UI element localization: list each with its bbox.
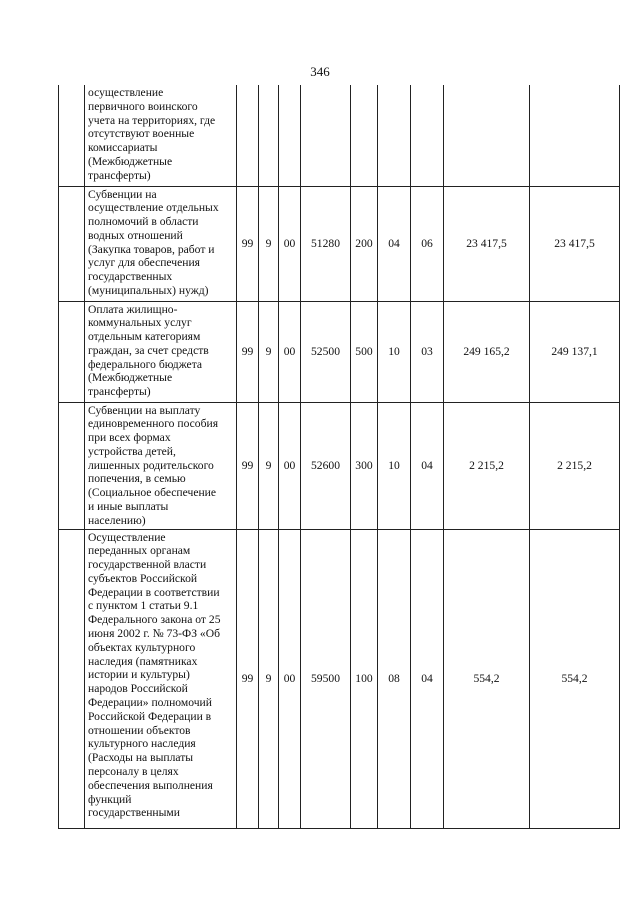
code-cell: 10 [378, 402, 411, 529]
code-cell: 9 [259, 186, 279, 301]
amount-cell [444, 85, 530, 186]
amount-cell: 2 215,2 [444, 402, 530, 529]
code-cell: 52500 [301, 301, 351, 402]
table-row [59, 186, 620, 301]
amount-cell: 2 215,2 [530, 402, 620, 529]
amount-cell: 554,2 [444, 529, 530, 828]
code-cell [411, 85, 444, 186]
code-cell: 00 [279, 301, 301, 402]
table-row [59, 402, 620, 529]
code-cell: 200 [351, 186, 378, 301]
code-cell: 9 [259, 301, 279, 402]
row-description: осуществление первичного воинского учета на территориях, где отсутствуют военные комиссариаты (Межбюджетные трансферты) [85, 85, 237, 186]
code-cell [301, 85, 351, 186]
page-number: 346 [310, 64, 330, 79]
code-cell [351, 85, 378, 186]
empty-cell [59, 529, 85, 828]
code-cell: 04 [378, 186, 411, 301]
amount-cell: 554,2 [530, 529, 620, 828]
amount-cell: 249 165,2 [444, 301, 530, 402]
code-cell: 100 [351, 529, 378, 828]
table-row [59, 301, 620, 402]
code-cell: 52600 [301, 402, 351, 529]
code-cell: 08 [378, 529, 411, 828]
code-cell: 03 [411, 301, 444, 402]
amount-cell [530, 85, 620, 186]
code-cell: 300 [351, 402, 378, 529]
code-cell: 59500 [301, 529, 351, 828]
code-cell: 51280 [301, 186, 351, 301]
empty-cell [59, 85, 85, 186]
code-cell: 99 [237, 529, 259, 828]
code-cell: 00 [279, 529, 301, 828]
code-cell: 9 [259, 402, 279, 529]
code-cell: 10 [378, 301, 411, 402]
code-cell [237, 85, 259, 186]
code-cell: 04 [411, 402, 444, 529]
code-cell: 04 [411, 529, 444, 828]
table-row [59, 529, 620, 828]
code-cell: 00 [279, 186, 301, 301]
code-cell [259, 85, 279, 186]
empty-cell [59, 301, 85, 402]
code-cell [279, 85, 301, 186]
code-cell: 500 [351, 301, 378, 402]
amount-cell: 23 417,5 [530, 186, 620, 301]
empty-cell [59, 402, 85, 529]
code-cell: 9 [259, 529, 279, 828]
row-description: Осуществление переданных органам государственной власти субъектов Российской Федерации в соответствии с пунктом 1 статьи 9.1 Федерального закона от 25 июня 2002 г. № 73-ФЗ «Об объектах культурного наследия (памятниках истории и культуры) народов Российской Федерации» полномочий Российской Федерации в отношении объектов культурного наследия (Расходы на выплаты персоналу в целях обеспечения выполнения функций государственными [85, 529, 237, 828]
code-cell: 99 [237, 186, 259, 301]
table-row [59, 85, 620, 186]
row-description: Субвенции на выплату единовременного пособия при всех формах устройства детей, лишенных родительского попечения, в семью (Социальное обеспечение и иные выплаты населению) [85, 402, 237, 529]
row-description: Субвенции на осуществление отдельных полномочий в области водных отношений (Закупка товаров, работ и услуг для обеспечения государственных (муниципальных) нужд) [85, 186, 237, 301]
code-cell: 00 [279, 402, 301, 529]
code-cell [378, 85, 411, 186]
amount-cell: 249 137,1 [530, 301, 620, 402]
amount-cell: 23 417,5 [444, 186, 530, 301]
code-cell: 06 [411, 186, 444, 301]
row-description: Оплата жилищно- коммунальных услуг отдельным категориям граждан, за счет средств федерального бюджета (Межбюджетные трансферты) [85, 301, 237, 402]
code-cell: 99 [237, 402, 259, 529]
budget-table [58, 85, 620, 829]
empty-cell [59, 186, 85, 301]
code-cell: 99 [237, 301, 259, 402]
